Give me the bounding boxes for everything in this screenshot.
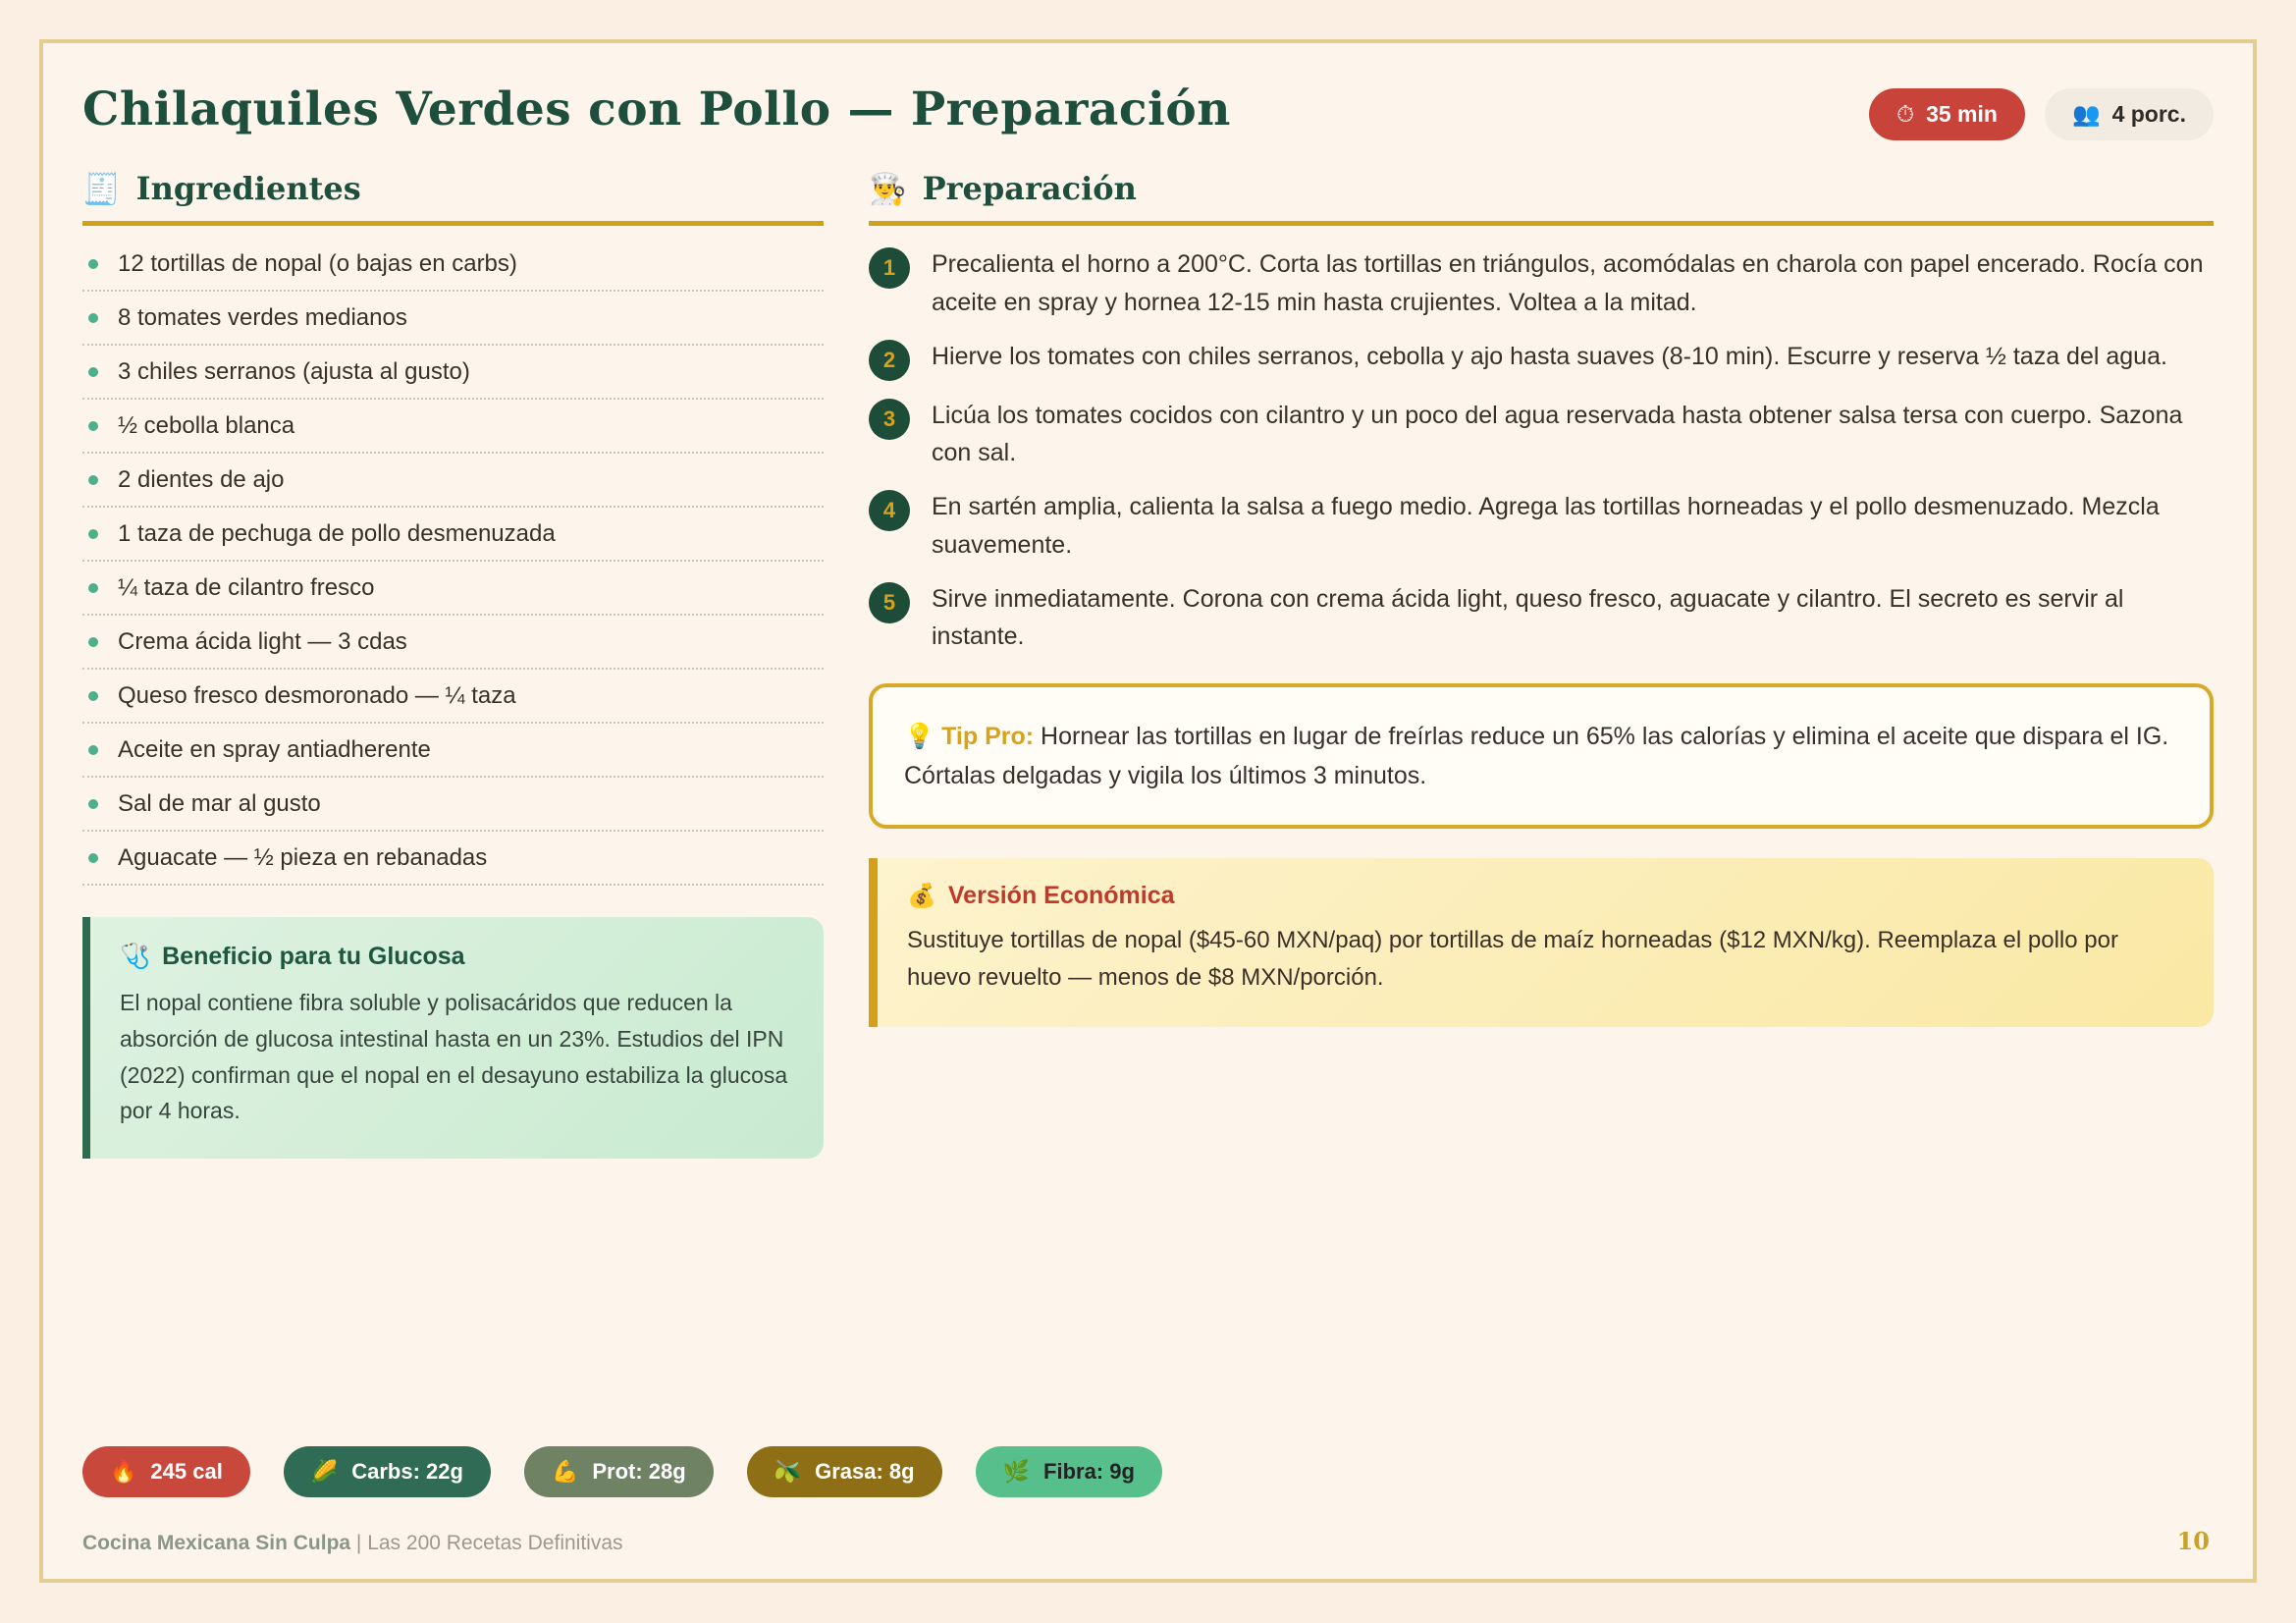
step-item xyxy=(869,488,2214,565)
step-number-badge: 1 xyxy=(869,247,910,289)
content-columns xyxy=(82,170,2214,1159)
ingredient-text: 3 chiles serranos (ajusta al gusto) xyxy=(118,358,470,385)
chef-icon: 👨‍🍳 xyxy=(869,171,907,206)
bullet-dot-icon xyxy=(88,475,98,485)
ingredient-item xyxy=(82,400,824,454)
bullet-dot-icon xyxy=(88,691,98,701)
page-title: Chilaquiles Verdes con Pollo — Preparación xyxy=(82,82,1231,136)
step-number-badge: 2 xyxy=(869,340,910,381)
ingredient-text: Queso fresco desmoronado — ¼ taza xyxy=(118,682,516,709)
step-item xyxy=(869,397,2214,473)
benefit-title: Beneficio para tu Glucosa xyxy=(162,943,465,970)
bullet-dot-icon xyxy=(88,799,98,809)
economy-title: Versión Económica xyxy=(947,882,1175,909)
money-bag-icon: 💰 xyxy=(907,883,936,909)
servings-badge-label: 4 porc. xyxy=(2111,101,2186,127)
step-text: En sartén amplia, calienta la salsa a fuego medio. Agrega las tortillas horneadas y el pollo desmenuzado. Mezcla suavemente. xyxy=(932,493,2160,559)
bullet-dot-icon xyxy=(88,637,98,647)
ingredient-item xyxy=(82,238,824,292)
page-bottom xyxy=(82,1446,2214,1555)
step-item xyxy=(869,245,2214,322)
ingredient-item xyxy=(82,778,824,832)
ingredient-text: Sal de mar al gusto xyxy=(118,790,321,817)
ingredient-item xyxy=(82,562,824,616)
step-number-badge: 5 xyxy=(869,582,910,623)
nutrition-pill xyxy=(284,1446,491,1497)
nutrition-pill xyxy=(82,1446,250,1497)
ingredient-item xyxy=(82,616,824,670)
header-badges xyxy=(1869,75,2214,140)
ingredients-column xyxy=(82,170,824,1159)
step-item xyxy=(869,580,2214,657)
people-icon: 👥 xyxy=(2071,101,2101,127)
ingredient-text: 2 dientes de ajo xyxy=(118,466,285,493)
nutrition-pill-label: Prot: 28g xyxy=(592,1459,686,1484)
ingredient-text: ½ cebolla blanca xyxy=(118,412,295,439)
ingredient-text: Aceite en spray antiadherente xyxy=(118,736,431,763)
nutrition-pill xyxy=(524,1446,714,1497)
ingredient-text: 12 tortillas de nopal (o bajas en carbs) xyxy=(118,250,517,277)
preparation-header xyxy=(869,170,2214,226)
ingredient-text: Aguacate — ½ pieza en rebanadas xyxy=(118,844,488,871)
step-item xyxy=(869,338,2214,381)
ingredient-text: Crema ácida light — 3 cdas xyxy=(118,628,407,655)
nutrition-pill-label: 245 cal xyxy=(150,1459,223,1484)
ingredient-text: ¼ taza de cilantro fresco xyxy=(118,574,375,601)
page-footer xyxy=(82,1527,2214,1555)
nutrition-pill-label: Fibra: 9g xyxy=(1043,1459,1135,1484)
step-text: Sirve inmediatamente. Corona con crema ácida light, queso fresco, aguacate y cilantro. El secreto es servir al instante. xyxy=(932,584,2124,651)
nutrition-pill xyxy=(747,1446,942,1497)
ingredient-item xyxy=(82,292,824,346)
nutrition-pill-icon: 🌽 xyxy=(310,1459,339,1484)
tip-pro-box xyxy=(869,683,2214,829)
nutrition-pill xyxy=(976,1446,1162,1497)
preparation-heading: Preparación xyxy=(922,170,1137,207)
nutrition-row xyxy=(82,1446,2214,1497)
stopwatch-icon: ⏱ xyxy=(1896,101,1915,127)
economy-version-box xyxy=(869,858,2214,1027)
time-badge xyxy=(1869,88,2025,140)
time-badge-label: 35 min xyxy=(1926,101,1998,127)
benefit-text: El nopal contiene fibra soluble y polisacáridos que reducen la absorción de glucosa intestinal hasta en un 23%. Estudios del IPN (2022) confirman que el nopal en el desayuno estabiliza la glucosa por 4 horas. xyxy=(120,990,788,1124)
stethoscope-icon: 🩺 xyxy=(120,943,151,970)
bullet-dot-icon xyxy=(88,367,98,377)
nutrition-pill-icon: 🌿 xyxy=(1002,1459,1031,1484)
page-number: 10 xyxy=(2176,1527,2210,1555)
ingredient-item xyxy=(82,724,824,778)
nutrition-pill-label: Grasa: 8g xyxy=(815,1459,915,1484)
nutrition-pill-icon: 💪 xyxy=(551,1459,579,1484)
bullet-dot-icon xyxy=(88,421,98,431)
footer-text xyxy=(82,1532,623,1555)
economy-text: Sustituye tortillas de nopal ($45-60 MXN/paq) por tortillas de maíz horneadas ($12 MXN/kg). Reemplaza el pollo por huevo revuelto — menos de $8 MXN/porción. xyxy=(907,927,2118,992)
nutrition-pill-icon: 🔥 xyxy=(110,1459,137,1484)
ingredient-text: 1 taza de pechuga de pollo desmenuzada xyxy=(118,520,556,547)
nutrition-pill-label: Carbs: 22g xyxy=(351,1459,463,1484)
bullet-dot-icon xyxy=(88,583,98,593)
ingredient-text: 8 tomates verdes medianos xyxy=(118,304,407,331)
ingredient-item xyxy=(82,508,824,562)
bullet-dot-icon xyxy=(88,853,98,863)
bullet-dot-icon xyxy=(88,313,98,323)
ingredients-header xyxy=(82,170,824,226)
bullet-dot-icon xyxy=(88,745,98,755)
footer-separator: | xyxy=(350,1532,368,1554)
recipe-page xyxy=(39,39,2257,1583)
bullet-dot-icon xyxy=(88,529,98,539)
page-header xyxy=(82,75,2214,140)
ingredient-item xyxy=(82,346,824,400)
footer-subtitle: Las 200 Recetas Definitivas xyxy=(367,1532,623,1554)
step-text: Hierve los tomates con chiles serranos, cebolla y ajo hasta suaves (8-10 min). Escurre y reserva ½ taza del agua. xyxy=(932,342,2167,370)
benefit-title-row xyxy=(120,943,794,971)
tip-text: Hornear las tortillas en lugar de freírlas reduce un 65% las calorías y elimina el aceite que dispara el IG. Córtalas delgadas y vigila los últimos 3 minutos. xyxy=(904,723,2169,789)
step-number-badge: 4 xyxy=(869,490,910,531)
steps-list xyxy=(869,245,2214,656)
ingredient-list xyxy=(82,238,824,886)
nutrition-pill-icon: 🫒 xyxy=(774,1459,802,1484)
receipt-icon: 🧾 xyxy=(82,171,121,206)
footer-brand: Cocina Mexicana Sin Culpa xyxy=(82,1532,351,1554)
step-number-badge: 3 xyxy=(869,399,910,440)
step-text: Precalienta el horno a 200°C. Corta las tortillas en triángulos, acomódalas en charola con papel encerado. Rocía con aceite en spray y hornea 12-15 min hasta crujientes. Voltea a la mitad. xyxy=(932,250,2204,316)
economy-title-row xyxy=(907,882,2184,910)
ingredient-item xyxy=(82,454,824,508)
servings-badge xyxy=(2045,88,2214,140)
ingredient-item xyxy=(82,832,824,886)
lightbulb-icon: 💡 xyxy=(904,723,935,750)
tip-label: Tip Pro: xyxy=(941,723,1035,750)
bullet-dot-icon xyxy=(88,259,98,269)
step-text: Licúa los tomates cocidos con cilantro y un poco del agua reservada hasta obtener salsa tersa con cuerpo. Sazona con sal. xyxy=(932,401,2183,467)
preparation-column xyxy=(869,170,2214,1159)
ingredients-heading: Ingredientes xyxy=(135,170,361,207)
ingredient-item xyxy=(82,670,824,724)
glucose-benefit-box xyxy=(82,917,824,1159)
